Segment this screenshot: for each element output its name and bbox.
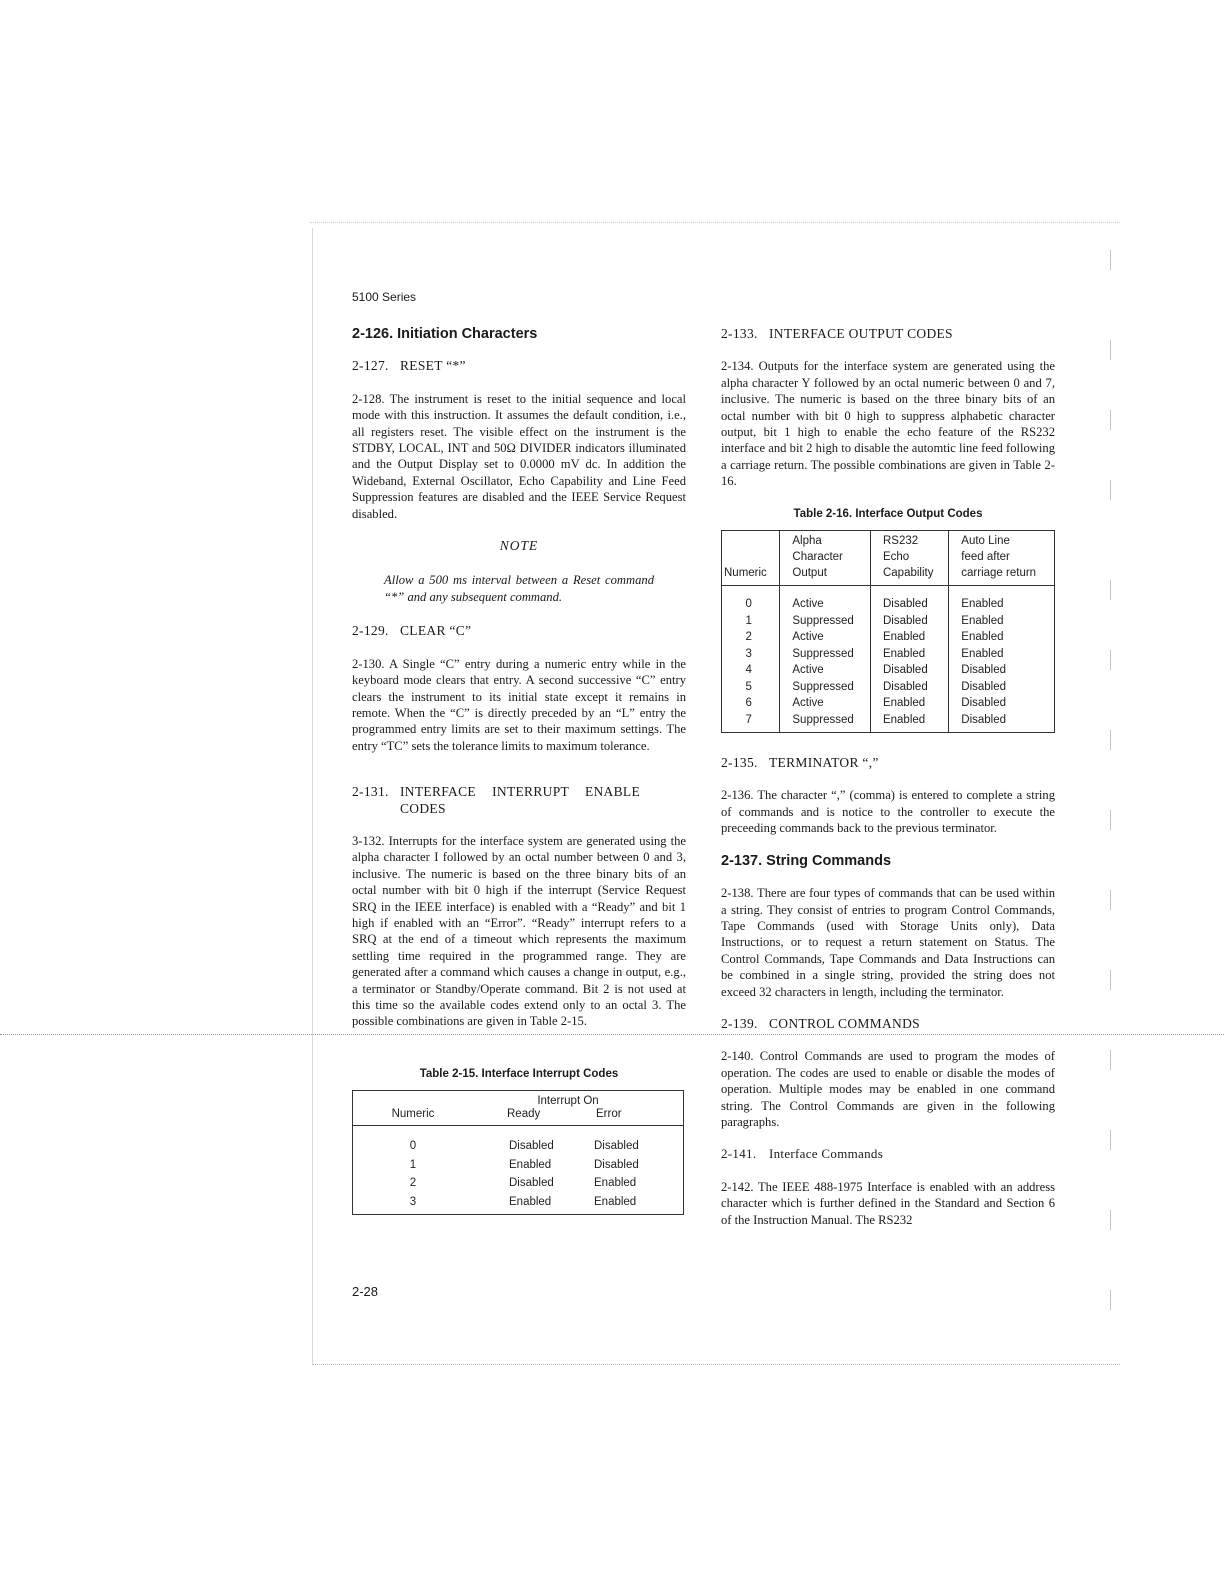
col-header-ready: Ready — [473, 1108, 592, 1126]
scan-edge-bottom — [312, 1364, 1120, 1365]
table-row: 1 Suppressed Disabled Enabled — [722, 613, 1055, 630]
subsection-title: INTERFACE OUTPUT CODES — [769, 326, 953, 341]
paragraph-2-134: 2-134. Outputs for the interface system are generated using the alpha character Y followed by an octal numeric between 0 and 7, inclusive. The numeric is based on the three binary bits of an octal number with bit 0 high to suppress alphabetic character output, bit 1 high to enable the echo feature of the RS232 interface and bit 2 high to disable the automtic line feed following a carriage return. The possible combinations are given in Table 2-16. — [721, 359, 1055, 489]
subsection-title: RESET “*” — [400, 358, 466, 374]
paragraph-2-128: 2-128. The instrument is reset to the initial sequence and local mode with this instruction. It assumes the default condition, i.e., all registers reset. The visible effect on the instrument is the STDBY, LOCAL, INT and 50Ω DIVIDER indicators illuminated and the Output Display set to 0.0000 mV dc. In addition the Wideband, External Oscillator, Echo Capability and Line Feed Suppression features are disabled and the IEEE Service Request disabled. — [352, 391, 686, 521]
subsection-number: 2-141. — [721, 1146, 757, 1162]
subsection-title: INTERFACE INTERRUPT ENABLE CODES — [400, 784, 640, 816]
subsection-2-131 — [352, 784, 686, 817]
table-row: 0 Disabled Disabled — [409, 1140, 639, 1153]
table-row: 2 Active Enabled Enabled — [722, 629, 1055, 646]
table-row: 1 Enabled Disabled — [409, 1158, 639, 1171]
paragraph-2-136: 2-136. The character “,” (comma) is entered to complete a string of commands and is notice to the controller to execute the preceeding commands back to the previous terminator. — [721, 788, 1055, 836]
page-number: 2-28 — [352, 1284, 379, 1299]
margin-marks — [1110, 250, 1140, 1350]
note-text: Allow a 500 ms interval between a Reset command “*” and any subsequent command. — [384, 573, 654, 604]
subsection-title: TERMINATOR “,” — [769, 755, 879, 771]
subsection-2-129 — [352, 623, 686, 639]
section-heading-2-137: 2-137. String Commands — [721, 852, 892, 869]
subsection-number: 2-133. — [721, 326, 758, 341]
right-column — [721, 326, 1055, 1244]
col-header-auto-line-feed: Auto Line feed after carriage return — [949, 531, 1055, 586]
paragraph-2-142: 2-142. The IEEE 488-1975 Interface is enabled with an address character which is further defined in the Standard and Section 6 of the Instruction Manual. The RS232 — [721, 1179, 1055, 1227]
col-header-alpha: Alpha Character Output — [780, 531, 871, 586]
table-row: 2 Disabled Enabled — [409, 1177, 637, 1190]
paragraph-3-132: 3-132. Interrupts for the interface system are generated using the alpha character I followed by an octal number between 0 and 3, inclusive. The numeric is based on the three binary bits of an octal number with bit 0 high if the interrupt (Service Request SRQ in the IEEE interface) is enabled with a “Ready” and bit 1 high if enabled with an “Error”. “Ready” interrupt refers to a SRQ at the end of a timeout which represents the maximum settling time required in the programmed range. They are generated after a command which causes a change in output, e.g., a terminator or Standby/Operate command. Bit 2 is not used at this time so the available codes extend only to an octal 3. The possible combinations are given in Table 2-15. — [352, 833, 686, 1029]
subsection-number: 2-135. — [721, 755, 758, 771]
subsection-number: 2-131. — [352, 784, 389, 800]
table-2-16-caption: Table 2-16. Interface Output Codes — [793, 507, 983, 520]
subsection-2-133 — [721, 326, 1055, 342]
left-column — [352, 326, 686, 1215]
subsection-number: 2-127. — [352, 358, 389, 374]
col-group-interrupt-on: Interrupt On — [537, 1095, 599, 1108]
section-heading-2-126: 2-126. Initiation Characters — [352, 326, 538, 342]
subsection-2-127 — [352, 358, 686, 374]
col-header-numeric: Numeric — [722, 531, 780, 586]
table-2-15 — [352, 1090, 684, 1215]
subsection-title: CLEAR “C” — [400, 623, 472, 639]
note-heading: NOTE — [499, 538, 539, 554]
running-header: 5100 Series — [352, 290, 417, 304]
subsection-2-141 — [721, 1146, 1055, 1162]
subsection-title: Interface Commands — [769, 1146, 884, 1162]
paragraph-2-130: 2-130. A Single “C” entry during a numeric entry while in the keyboard mode clears that entry. A second successive “C” entry clears the instrument to its initial state except it remains in remote. When the “C” is directly preceded by an “L” entry the programmed entry limits are set to their maximum settings. The entry “TC” sets the tolerance limits to maximum tolerance. — [352, 656, 686, 753]
scan-edge-top — [310, 222, 1120, 223]
table-row: 3 Suppressed Enabled Enabled — [722, 646, 1055, 663]
subsection-2-135 — [721, 755, 1055, 771]
paragraph-2-138: 2-138. There are four types of commands that can be used within a string. They consist of entries to program Control Commands, Tape Commands (used with Storage Units only), Data Instructions, or to request a return statement on Status. The Control Commands, Tape Commands and Data Instructions can be combined in a single string, provided the string does not exceed 32 characters in length, including the terminator. — [721, 886, 1055, 999]
table-row: 5 Suppressed Disabled Disabled — [722, 679, 1055, 696]
table-row: 0 Active Disabled Enabled — [722, 586, 1055, 613]
subsection-number: 2-129. — [352, 623, 389, 639]
table-row: 4 Active Disabled Disabled — [722, 662, 1055, 679]
subsection-2-139 — [721, 1016, 1055, 1032]
subsection-title: CONTROL COMMANDS — [769, 1015, 920, 1031]
col-header-rs232: RS232 Echo Capability — [870, 531, 948, 586]
table-row: 3 Enabled Enabled — [409, 1195, 637, 1208]
table-2-16 — [721, 530, 1055, 733]
paragraph-2-140: 2-140. Control Commands are used to program the modes of operation. The codes are used to enable or disable the modes of operation. Multiple modes may be enabled in one command string. The Control Commands are given in the following paragraphs. — [721, 1049, 1055, 1129]
table-row: 7 Suppressed Enabled Disabled — [722, 712, 1055, 733]
col-header-numeric: Numeric — [353, 1108, 474, 1126]
subsection-number: 2-139. — [721, 1015, 758, 1031]
col-header-error: Error — [592, 1108, 684, 1126]
scan-edge-left — [312, 228, 313, 1364]
table-2-15-caption: Table 2-15. Interface Interrupt Codes — [419, 1067, 619, 1080]
table-row: 6 Active Enabled Disabled — [722, 695, 1055, 712]
